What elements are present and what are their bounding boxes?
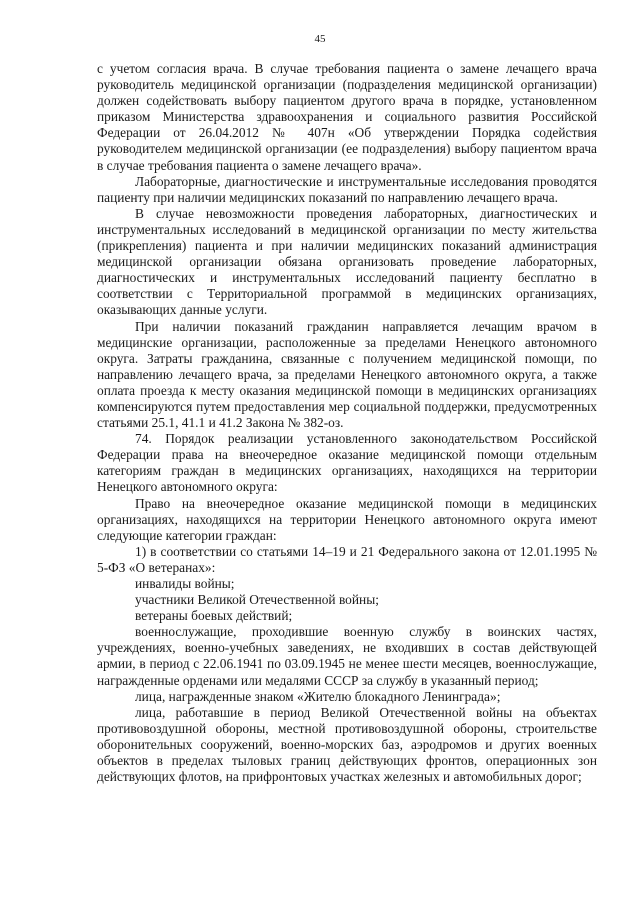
paragraph-section-74: 74. Порядок реализации установленного законодательством Российской Федерации права на внеочередное оказание медицинской помощи отдельным категориям граждан в медицинских организациях, находящихся на территории Ненецкого автономного округа: — [97, 431, 597, 495]
document-body — [97, 61, 597, 785]
paragraph: Лабораторные, диагностические и инструментальные исследования проводятся пациенту при наличии медицинских показаний по направлению лечащего врача. — [97, 173, 597, 205]
paragraph: В случае невозможности проведения лабораторных, диагностических и инструментальных исследований в медицинской организации по месту жительства (прикрепления) пациента и при наличии медицинских показаний администрация медицинской организации обязана организовать проведение лабораторных, диагностических и инструментальных исследований пациенту бесплатно в соответствии с Территориальной программой в медицинских организациях, оказывающих данные услуги. — [97, 205, 597, 318]
paragraph: военнослужащие, проходившие военную службу в воинских частях, учреждениях, военно-учебных заведениях, не входивших в состав действующей армии, в период с 22.06.1941 по 03.09.1945 не менее шести месяцев, военнослужащие, награжденные орденами или медалями СССР за службу в указанный период; — [97, 624, 597, 688]
paragraph: лица, награжденные знаком «Жителю блокадного Ленинграда»; — [135, 688, 501, 704]
paragraph: При наличии показаний гражданин направляется лечащим врачом в медицинские организации, расположенные за пределами Ненецкого автономного округа. Затраты гражданина, связанные с получением медицинской помощи, по направлению лечащего врача, за пределами Ненецкого автономного округа, а также оплата проезда к месту оказания медицинской помощи в медицинских организациях компенсируются путем предоставления мер социальной поддержки, предусмотренных статьями 25.1, 41.1 и 41.2 Закона № 382-оз. — [97, 318, 597, 431]
list-item: ветераны боевых действий; — [135, 608, 293, 624]
page-number: 45 — [314, 33, 326, 45]
list-item: инвалиды войны; — [135, 576, 235, 591]
list-item: участники Великой Отечественной войны; — [135, 592, 379, 608]
paragraph: лица, работавшие в период Великой Отечественной войны на объектах противовоздушной обороны, местной противовоздушной обороны, строительстве оборонительных сооружений, военно-морских баз, аэродромов и других военных объектов в пределах тыловых границ действующих фронтов, операционных зон действующих флотов, на прифронтовых участках железных и автомобильных дорог; — [97, 704, 597, 785]
paragraph-subsection-1: 1) в соответствии со статьями 14–19 и 21 Федерального закона от 12.01.1995 № 5-ФЗ «О ветеранах»: — [97, 543, 597, 575]
paragraph: Право на внеочередное оказание медицинской помощи в медицинских организациях, находящихся на территории Ненецкого автономного округа имеют следующие категории граждан: — [97, 495, 597, 543]
paragraph-continuation: с учетом согласия врача. В случае требования пациента о замене лечащего врача руководитель медицинской организации (подразделения медицинской организации) должен содействовать выбору пациентом другого врача в порядке, установленном приказом Министерства здравоохранения и социального развития Российской Федерации от 26.04.2012 № 407н «Об утверждении Порядка содействия руководителем медицинской организации (ее подразделения) выбору пациентом врача в случае требования пациента о замене лечащего врача». — [97, 61, 597, 173]
